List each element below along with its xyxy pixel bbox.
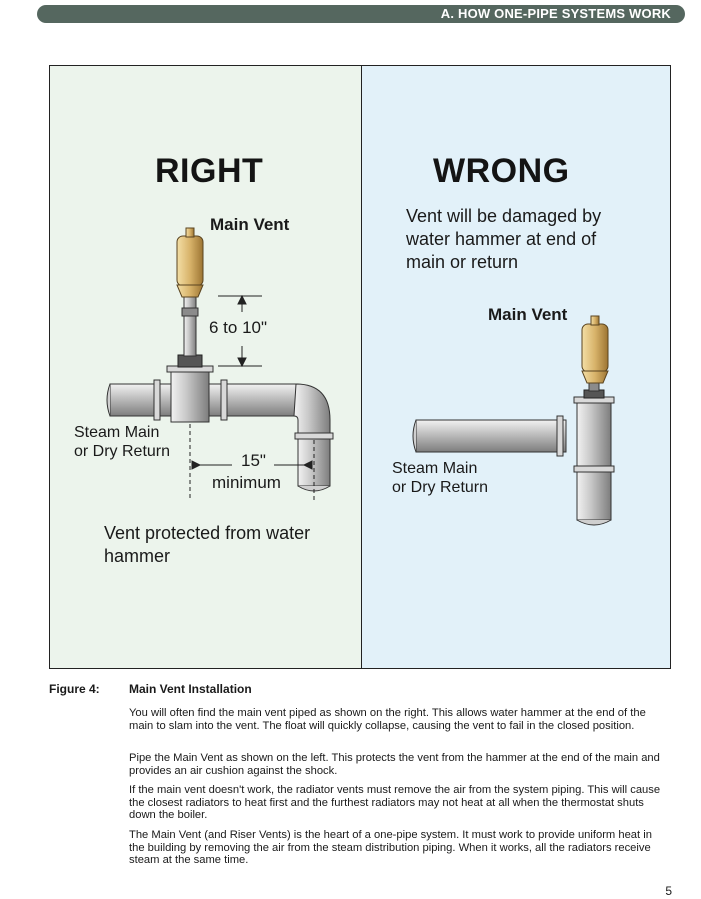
height-label: 6 to 10" — [209, 318, 268, 337]
wrong-vent-label: Main Vent — [488, 305, 568, 324]
wrong-pipe-assembly — [413, 382, 614, 525]
right-heading: RIGHT — [155, 152, 264, 190]
wrong-warning-1: Vent will be damaged by — [406, 206, 602, 226]
figure-number: Figure 4: — [49, 682, 100, 696]
right-caption-2: hammer — [104, 546, 171, 566]
figure-title: Main Vent Installation — [129, 682, 252, 696]
distance-label-1: 15" — [241, 451, 266, 470]
right-pipe-label-2: or Dry Return — [74, 443, 171, 460]
wrong-warning-3: main or return — [406, 252, 519, 272]
right-caption-1: Vent protected from water — [104, 523, 311, 543]
distance-label-2: minimum — [212, 473, 281, 492]
wrong-pipe-label-1: Steam Main — [392, 460, 478, 477]
caption-paragraph: Pipe the Main Vent as shown on the left. This protects the vent from the hammer at the end of the main and provides an air cushion against the shock. — [129, 752, 660, 777]
caption-paragraph: The Main Vent (and Riser Vents) is the heart of a one-pipe system. It must work to provide uniform heat in the building by removing the air from the steam distribution piping. When it works, all the radiators receive steam at the same time. — [129, 829, 652, 867]
main-vent-icon — [582, 316, 608, 383]
wrong-heading: WRONG — [433, 152, 570, 190]
wrong-pipe-label-2: or Dry Return — [392, 479, 489, 496]
page-number: 5 — [665, 884, 672, 898]
main-vent-icon — [177, 228, 203, 297]
caption-paragraph: If the main vent doesn't work, the radiator vents must remove the air from the system piping. This will cause the closest radiators to heat first and the furthest radiators may not heat at all when the thermostat shuts down the boiler. — [129, 784, 661, 822]
caption-paragraph: You will often find the main vent piped as shown on the right. This allows water hammer at the end of the main to slam into the vent. The float will quickly collapse, causing the vent to fail in the closed position. — [129, 707, 646, 732]
section-title: A. HOW ONE-PIPE SYSTEMS WORK — [440, 6, 671, 21]
wrong-warning-2: water hammer at end of — [406, 229, 597, 249]
right-pipe-label-1: Steam Main — [74, 424, 160, 441]
right-vent-label: Main Vent — [210, 215, 290, 234]
